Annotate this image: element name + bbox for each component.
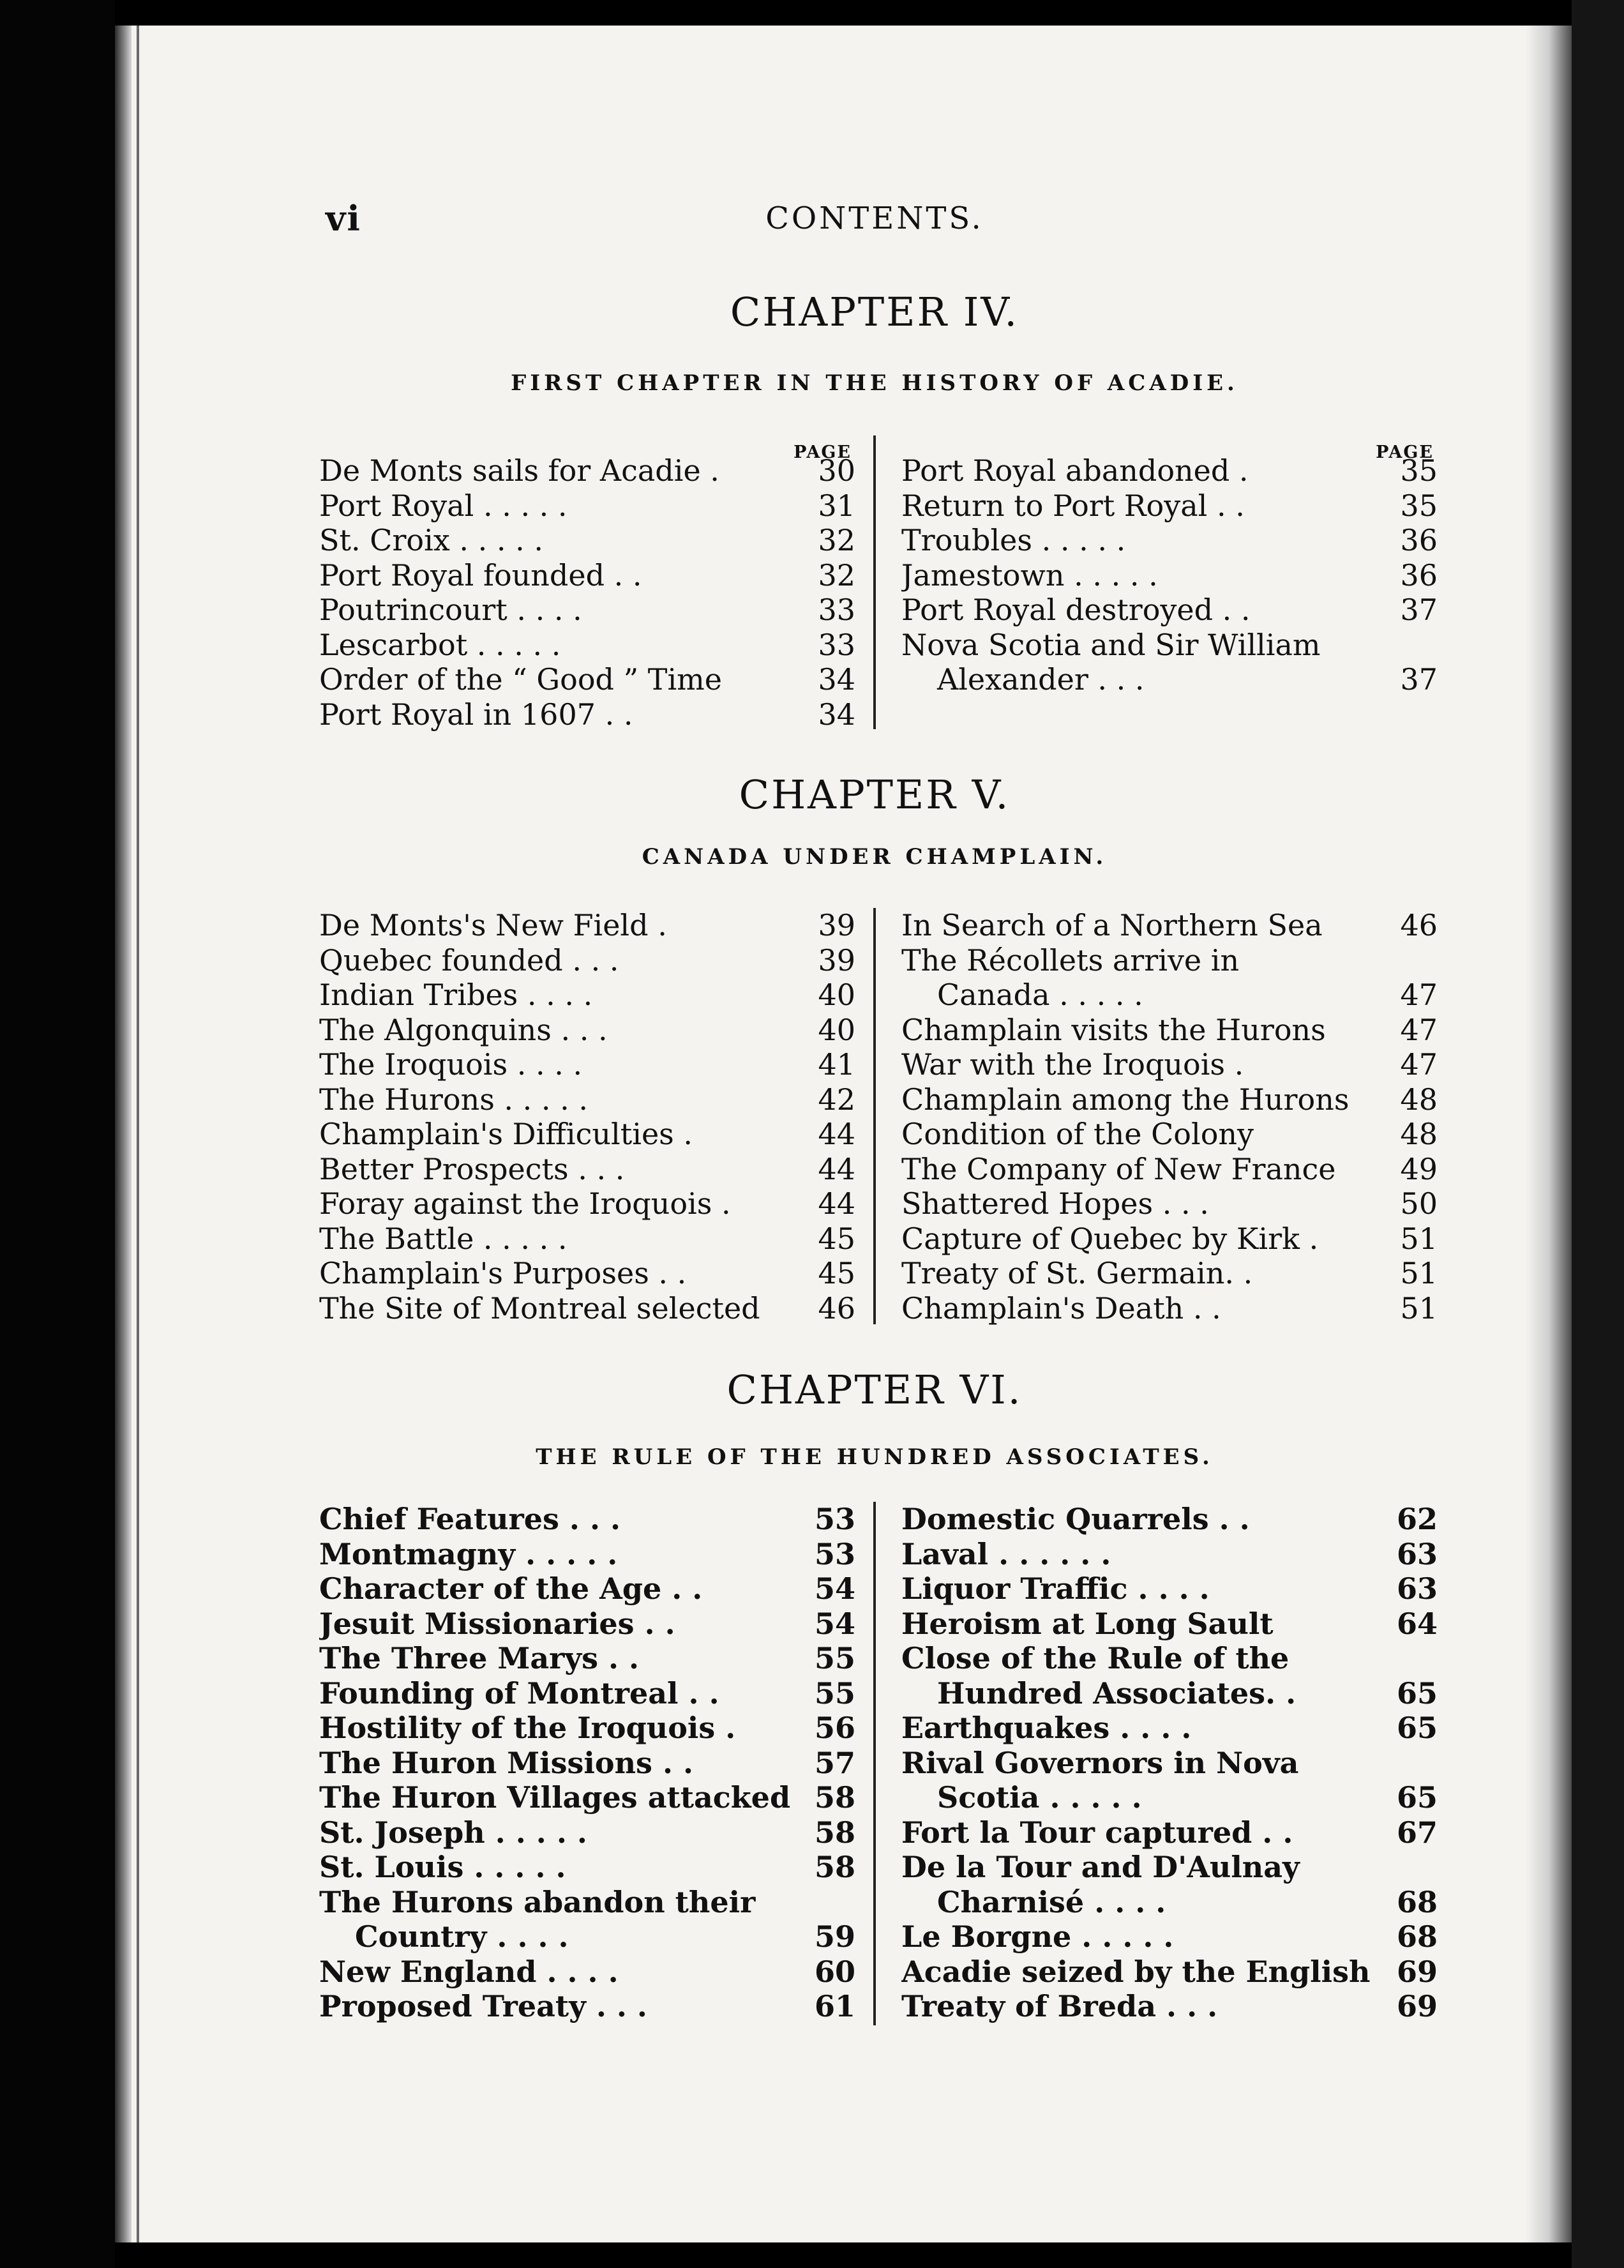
toc-entry-title: New England . . . . — [319, 1954, 619, 1989]
toc-entry-title: Jesuit Missionaries . . — [319, 1606, 675, 1641]
toc-entry — [319, 1013, 855, 1048]
toc-entry-title: Quebec founded . . . — [319, 942, 619, 978]
toc-entry-title: Nova Scotia and Sir William — [901, 627, 1321, 662]
chapter-vi-subtitle: THE RULE OF THE HUNDRED ASSOCIATES. — [536, 1444, 1214, 1470]
toc-entry-title: Champlain's Death . . — [901, 1290, 1221, 1326]
toc-entry-title: Order of the “ Good ” Time — [319, 662, 722, 697]
toc-entries — [901, 1502, 1438, 2024]
toc-entry-title: Hostility of the Iroquois . — [319, 1711, 736, 1745]
toc-entry — [901, 943, 1438, 978]
toc-entry-page: 36 — [1400, 523, 1438, 557]
toc-entry-title: Champlain among the Hurons — [901, 1082, 1350, 1117]
toc-entry-page: 44 — [818, 1186, 855, 1221]
toc-entry-page: 69 — [1396, 1989, 1438, 2023]
toc-entry-title: Port Royal in 1607 . . — [319, 697, 633, 732]
toc-entry-page: 32 — [818, 557, 855, 593]
toc-entry-title: Domestic Quarrels . . — [901, 1502, 1250, 1536]
toc-entry — [319, 1537, 855, 1572]
toc-entries — [901, 453, 1438, 697]
toc-entry-title: The Hurons abandon their — [319, 1884, 756, 1919]
toc-entry-page: 58 — [814, 1780, 855, 1815]
toc-entry-title: Troubles . . . . . — [901, 523, 1126, 557]
toc-entry-title: Scotia . . . . . — [937, 1780, 1142, 1815]
toc-entry-title: Port Royal founded . . — [319, 557, 642, 593]
column-divider — [873, 435, 876, 729]
toc-entry — [319, 593, 855, 628]
toc-entry — [319, 1502, 855, 1537]
toc-entry — [901, 1606, 1438, 1642]
chapter-v-left-column — [319, 908, 855, 1326]
toc-entry-title: Le Borgne . . . . . — [901, 1919, 1174, 1954]
toc-entry-page: 32 — [818, 523, 855, 557]
chapter-vi-left-column — [319, 1502, 855, 2024]
toc-entry-page: 47 — [1400, 978, 1438, 1012]
toc-entry — [901, 1291, 1438, 1326]
running-head — [319, 198, 1430, 243]
toc-entry-title: Proposed Treaty . . . — [319, 1989, 647, 2023]
column-divider — [873, 908, 876, 1324]
chapter-v-right-column — [901, 908, 1438, 1326]
toc-entry-page: 44 — [818, 1151, 855, 1186]
toc-entry-title: Rival Governors in Nova — [901, 1745, 1299, 1780]
toc-entry-page: 51 — [1400, 1221, 1438, 1256]
toc-entry-page: 33 — [818, 593, 855, 627]
toc-entry-page: 42 — [818, 1082, 855, 1117]
toc-entry — [319, 1780, 855, 1815]
toc-entry-title: The Battle . . . . . — [319, 1221, 568, 1256]
toc-entry — [901, 1537, 1438, 1572]
toc-entry-page: 48 — [1400, 1082, 1438, 1117]
toc-entry — [901, 1919, 1438, 1954]
toc-entry-page: 51 — [1400, 1290, 1438, 1326]
toc-entry-page: 45 — [818, 1256, 855, 1290]
toc-entry — [901, 1641, 1438, 1676]
toc-entry-page: 37 — [1400, 662, 1438, 697]
toc-entry — [901, 1256, 1438, 1291]
toc-entry-title: Indian Tribes . . . . — [319, 978, 593, 1012]
toc-entry-title: Chief Features . . . — [319, 1502, 620, 1536]
toc-entry-page: 37 — [1400, 593, 1438, 627]
toc-entry-page: 53 — [814, 1502, 855, 1536]
toc-entry — [901, 523, 1438, 558]
toc-entry-title: The Iroquois . . . . — [319, 1047, 583, 1082]
toc-entry — [901, 1885, 1438, 1920]
toc-entry-title: The Huron Villages attacked — [319, 1780, 791, 1815]
toc-entry-title: Acadie seized by the English — [901, 1954, 1371, 1989]
chapter-vi-title: CHAPTER VI. — [726, 1366, 1023, 1413]
toc-entry-page: 65 — [1396, 1675, 1438, 1711]
toc-entry — [319, 558, 855, 593]
toc-entry — [901, 908, 1438, 943]
chapter-iv-title: CHAPTER IV. — [730, 289, 1019, 335]
toc-entry-page: 40 — [818, 978, 855, 1012]
toc-entry-title: Poutrincourt . . . . — [319, 593, 582, 627]
toc-entry-title: Alexander . . . — [937, 662, 1145, 697]
page-right-edge — [1526, 26, 1572, 2242]
toc-entry — [901, 558, 1438, 593]
toc-entry — [901, 593, 1438, 628]
toc-entries — [319, 1502, 855, 2024]
toc-entry — [319, 1047, 855, 1082]
toc-entry-page: 47 — [1400, 1012, 1438, 1047]
running-head-title: CONTENTS. — [765, 200, 984, 236]
toc-entry-title: Heroism at Long Sault — [901, 1606, 1274, 1641]
toc-entry — [319, 1291, 855, 1326]
toc-entry-page: 34 — [818, 697, 855, 732]
toc-entry-title: Hundred Associates. . — [937, 1675, 1297, 1711]
toc-entry — [901, 1221, 1438, 1257]
toc-entry — [319, 1989, 855, 2024]
scan-border-right — [1572, 0, 1624, 2268]
toc-entry-title: Canada . . . . . — [937, 978, 1143, 1012]
toc-entry-page: 63 — [1396, 1571, 1438, 1606]
toc-entry-title: De Monts sails for Acadie . — [319, 453, 719, 488]
toc-entry-title: Return to Port Royal . . — [901, 488, 1245, 523]
toc-entry — [901, 1850, 1438, 1885]
toc-entry-page: 57 — [814, 1745, 855, 1780]
toc-entry-title: Champlain's Difficulties . — [319, 1117, 693, 1151]
toc-entry-title: The Récollets arrive in — [901, 942, 1240, 978]
toc-entry — [901, 1047, 1438, 1082]
toc-entries — [319, 908, 855, 1326]
toc-entry-title: Port Royal abandoned . — [901, 453, 1249, 488]
toc-entry — [319, 1885, 855, 1920]
toc-entry-page: 46 — [1400, 908, 1438, 942]
toc-entry — [319, 943, 855, 978]
toc-entry-title: St. Joseph . . . . . — [319, 1815, 587, 1850]
toc-entry-title: The Company of New France — [901, 1151, 1336, 1186]
toc-entry-title: Fort la Tour captured . . — [901, 1815, 1293, 1850]
toc-entry-page: 56 — [814, 1711, 855, 1745]
toc-entry — [319, 1676, 855, 1711]
toc-entry-page: 65 — [1396, 1780, 1438, 1815]
chapter-iv-left-column — [319, 435, 855, 732]
toc-entry-title: Close of the Rule of the — [901, 1641, 1289, 1675]
toc-entry-page: 36 — [1400, 557, 1438, 593]
toc-entry — [319, 1606, 855, 1642]
toc-entry — [901, 1013, 1438, 1048]
toc-entry-title: The Huron Missions . . — [319, 1745, 693, 1780]
toc-entry-page: 54 — [814, 1571, 855, 1606]
toc-entry-page: 48 — [1400, 1117, 1438, 1151]
toc-entry-title: In Search of a Northern Sea — [901, 908, 1323, 942]
toc-entry-title: Capture of Quebec by Kirk . — [901, 1221, 1319, 1256]
toc-entry — [901, 453, 1438, 488]
toc-entry — [319, 1082, 855, 1117]
toc-entry — [901, 1746, 1438, 1781]
toc-entry-page: 47 — [1400, 1047, 1438, 1082]
toc-entry — [901, 1082, 1438, 1117]
toc-entry — [319, 1571, 855, 1606]
toc-entry-title: The Three Marys . . — [319, 1641, 640, 1675]
toc-entry-page: 30 — [818, 453, 855, 488]
toc-entry — [319, 1746, 855, 1781]
toc-entry-page: 41 — [818, 1047, 855, 1082]
toc-entry-title: Lescarbot . . . . . — [319, 627, 561, 662]
toc-entry — [319, 453, 855, 488]
toc-entry-page: 68 — [1396, 1884, 1438, 1919]
toc-entry-title: Laval . . . . . . — [901, 1536, 1111, 1571]
toc-entry-page: 49 — [1400, 1151, 1438, 1186]
toc-entry — [319, 1117, 855, 1152]
toc-entry — [319, 1954, 855, 1990]
toc-entry-title: Shattered Hopes . . . — [901, 1186, 1209, 1221]
toc-entry — [319, 1221, 855, 1257]
toc-entry — [901, 1152, 1438, 1187]
toc-entry-title: The Site of Montreal selected — [319, 1290, 760, 1326]
toc-entry-title: Condition of the Colony — [901, 1117, 1254, 1151]
toc-entry-title: The Hurons . . . . . — [319, 1082, 589, 1117]
toc-entry-page: 54 — [814, 1606, 855, 1641]
toc-entry-page: 58 — [814, 1850, 855, 1884]
chapter-iv-subtitle: FIRST CHAPTER IN THE HISTORY OF ACADIE. — [511, 370, 1238, 396]
toc-entry-page: 59 — [814, 1919, 855, 1954]
toc-entry — [901, 1117, 1438, 1152]
toc-entry-title: De la Tour and D'Aulnay — [901, 1850, 1300, 1884]
toc-entry-page: 67 — [1396, 1815, 1438, 1850]
page-column-label: PAGE — [1376, 442, 1434, 462]
chapter-v-subtitle: CANADA UNDER CHAMPLAIN. — [642, 844, 1108, 870]
toc-entry-title: Founding of Montreal . . — [319, 1675, 719, 1711]
toc-entry — [901, 1676, 1438, 1711]
toc-entry-title: Jamestown . . . . . — [901, 557, 1158, 593]
toc-entry — [319, 1256, 855, 1291]
toc-entry — [319, 523, 855, 558]
toc-entry — [901, 1571, 1438, 1606]
toc-entry-page: 55 — [814, 1675, 855, 1711]
chapter-v-title: CHAPTER V. — [739, 771, 1011, 818]
toc-entry-page: 58 — [814, 1815, 855, 1850]
toc-entry-title: St. Louis . . . . . — [319, 1850, 566, 1884]
toc-entry — [901, 1711, 1438, 1746]
toc-entry-page: 31 — [818, 488, 855, 523]
toc-entry-page: 69 — [1396, 1954, 1438, 1989]
toc-entry-page: 61 — [814, 1989, 855, 2023]
toc-entry-page: 63 — [1396, 1536, 1438, 1571]
toc-entry — [319, 908, 855, 943]
column-divider — [873, 1502, 876, 2025]
scan-border-left — [0, 0, 115, 2268]
toc-entry-page: 45 — [818, 1221, 855, 1256]
toc-entries — [901, 908, 1438, 1326]
toc-entry — [901, 1815, 1438, 1850]
toc-entry-page: 65 — [1396, 1711, 1438, 1745]
toc-entry-title: Country . . . . — [355, 1919, 569, 1954]
toc-entry — [319, 1186, 855, 1221]
toc-entry-page: 39 — [818, 942, 855, 978]
toc-entry-title: Port Royal . . . . . — [319, 488, 568, 523]
toc-entry-title: Treaty of St. Germain. . — [901, 1256, 1253, 1290]
toc-entry-title: Character of the Age . . — [319, 1571, 703, 1606]
toc-entry — [319, 1152, 855, 1187]
toc-entry-page: 39 — [818, 908, 855, 942]
toc-entry — [901, 1989, 1438, 2024]
toc-entry-page: 46 — [818, 1290, 855, 1326]
toc-entry — [901, 662, 1438, 697]
page-gutter-shadow — [115, 26, 132, 2242]
toc-entry-title: The Algonquins . . . — [319, 1012, 608, 1047]
toc-entry — [901, 628, 1438, 663]
toc-entry — [319, 978, 855, 1013]
page-column-label: PAGE — [793, 442, 852, 462]
toc-entries — [319, 453, 855, 732]
toc-entry-title: Better Prospects . . . — [319, 1151, 625, 1186]
toc-entry-page: 50 — [1400, 1186, 1438, 1221]
toc-entry — [901, 978, 1438, 1013]
toc-entry — [901, 1502, 1438, 1537]
toc-entry — [319, 1815, 855, 1850]
toc-entry-title: Champlain visits the Hurons — [901, 1012, 1326, 1047]
toc-entry-page: 34 — [818, 662, 855, 697]
toc-entry — [319, 662, 855, 697]
toc-entry-page: 55 — [814, 1641, 855, 1675]
toc-entry-title: Montmagny . . . . . — [319, 1536, 618, 1571]
toc-entry-title: Champlain's Purposes . . — [319, 1256, 687, 1290]
page-edge-line — [137, 26, 139, 2242]
toc-entry-title: St. Croix . . . . . — [319, 523, 543, 557]
toc-entry-page: 35 — [1400, 453, 1438, 488]
toc-entry-page: 35 — [1400, 488, 1438, 523]
toc-entry-page: 33 — [818, 627, 855, 662]
toc-entry — [319, 1711, 855, 1746]
toc-entry-page: 62 — [1396, 1502, 1438, 1536]
toc-entry — [319, 488, 855, 524]
toc-entry — [319, 1641, 855, 1676]
chapter-iv-right-column — [901, 435, 1438, 697]
page-folio: vi — [326, 198, 361, 239]
toc-entry-title: Charnisé . . . . — [937, 1884, 1166, 1919]
chapter-vi-right-column — [901, 1502, 1438, 2024]
toc-entry-page: 44 — [818, 1117, 855, 1151]
toc-entry — [319, 628, 855, 663]
toc-entry-title: Treaty of Breda . . . — [901, 1989, 1218, 2023]
toc-entry — [901, 1780, 1438, 1815]
toc-entry-page: 51 — [1400, 1256, 1438, 1290]
toc-entry-title: War with the Iroquois . — [901, 1047, 1244, 1082]
toc-entry-page: 68 — [1396, 1919, 1438, 1954]
toc-entry — [319, 1919, 855, 1954]
toc-entry-title: Earthquakes . . . . — [901, 1711, 1192, 1745]
toc-entry-title: Liquor Traffic . . . . — [901, 1571, 1210, 1606]
toc-entry — [319, 697, 855, 732]
toc-entry — [319, 1850, 855, 1885]
toc-entry-page: 53 — [814, 1536, 855, 1571]
toc-entry-title: Port Royal destroyed . . — [901, 593, 1251, 627]
toc-entry-page: 60 — [814, 1954, 855, 1989]
toc-entry-title: De Monts's New Field . — [319, 908, 667, 942]
toc-entry-title: Foray against the Iroquois . — [319, 1186, 731, 1221]
toc-entry — [901, 488, 1438, 524]
toc-entry — [901, 1954, 1438, 1990]
toc-entry-page: 40 — [818, 1012, 855, 1047]
toc-entry — [901, 1186, 1438, 1221]
toc-entry-page: 64 — [1396, 1606, 1438, 1641]
